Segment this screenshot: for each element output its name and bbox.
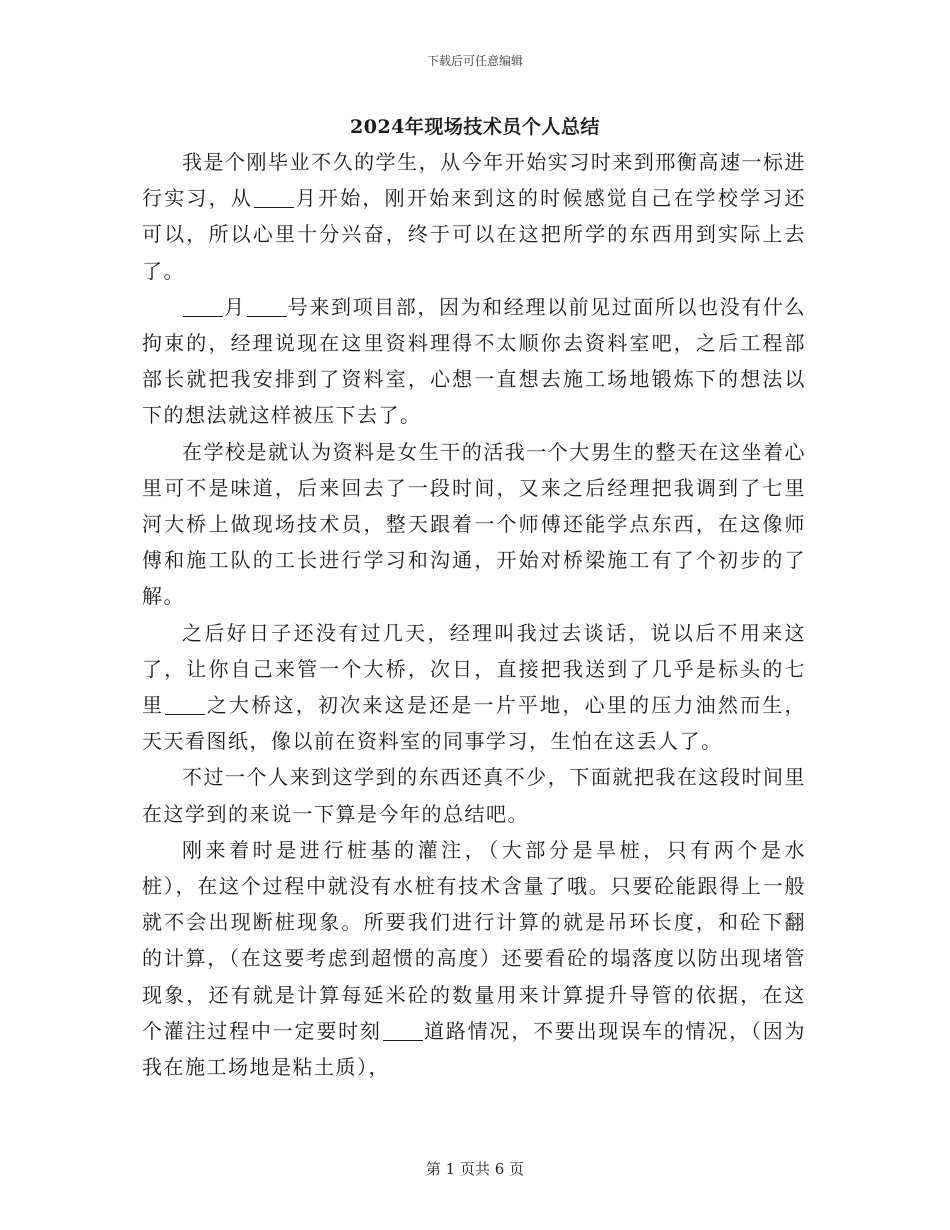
fill-in-blank bbox=[383, 1020, 423, 1041]
paragraph-text: 号来到项目部，因为和经理以前见过面所以也没有什么拘束的，经理说现在这里资料理得不太顺你去资料室吧，之后工程部部长就把我安排到了资料室，心想一直想去施工场地锻炼下的想法以下的想法就这样被压下去了。 bbox=[142, 294, 807, 428]
paragraph-text: 月开始，刚开始来到这的时候感觉自己在学校学习还可以，所以心里十分兴奋，终于可以在这把所学的东西用到实际上去了。 bbox=[142, 186, 807, 283]
paragraph-text: 不过一个人来到这学到的东西还真不少，下面就把我在这段时间里在这学到的来说一下算是今年的总结吧。 bbox=[142, 765, 806, 826]
paragraph-1 bbox=[142, 144, 806, 289]
paragraph-4 bbox=[142, 615, 806, 760]
fill-in-blank bbox=[247, 296, 287, 317]
paragraph-text: 月 bbox=[224, 294, 246, 319]
paragraph-text: 之大桥这，初次来这是还是一片平地，心里的压力油然而生，天天看图纸，像以前在资料室的同事学习，生怕在这丢人了。 bbox=[142, 693, 807, 754]
paragraph-text: 我是个刚毕业不久的学生，从今年开始实习时来到邢衡高速一标进行实习，从 bbox=[142, 150, 806, 211]
paragraph-text: 之后好日子还没有过几天，经理叫我过去谈话，说以后不用来这了，让你自己来管一个大桥，次日，直接把我送到了几乎是标头的七里 bbox=[142, 620, 806, 718]
paragraph-3 bbox=[142, 434, 806, 615]
paragraph-2 bbox=[142, 289, 806, 434]
paragraph-6 bbox=[142, 832, 806, 1085]
header-note: 下载后可任意编辑 bbox=[426, 54, 523, 68]
fill-in-blank bbox=[254, 187, 294, 208]
fill-in-blank bbox=[165, 694, 205, 715]
paragraph-text: 刚来着时是进行桩基的灌注，（大部分是旱桩，只有两个是水桩），在这个过程中就没有水桩有技术含量了哦。只要砼能跟得上一般就不会出现断桩现象。所要我们进行计算的就是吊环长度，和砼下翻的计算，（在这要考虑到超惯的高度）还要看砼的塌落度以防出现堵管现象，还有就是计算每延米砼的数量用来计算提升导管的依据，在这个灌注过程中一定要时刻 bbox=[142, 837, 806, 1043]
fill-in-blank bbox=[183, 296, 223, 317]
document-body bbox=[142, 144, 806, 1085]
paragraph-text: 道路情况，不要出现误车的情况，（因为我在施工场地是粘土质）， bbox=[142, 1018, 807, 1080]
page-number: 第 1 页共 6 页 bbox=[425, 1160, 525, 1178]
document-title: 2024年现场技术员个人总结 bbox=[350, 116, 600, 138]
paragraph-text: 在学校是就认为资料是女生干的活我一个大男生的整天在这坐着心里可不是味道，后来回去了一段时间，又来之后经理把我调到了七里河大桥上做现场技术员，整天跟着一个师傅还能学点东西，在这像师傅和施工队的工长进行学习和沟通，开始对桥梁施工有了个初步的了解。 bbox=[142, 439, 806, 609]
paragraph-5 bbox=[142, 759, 806, 831]
